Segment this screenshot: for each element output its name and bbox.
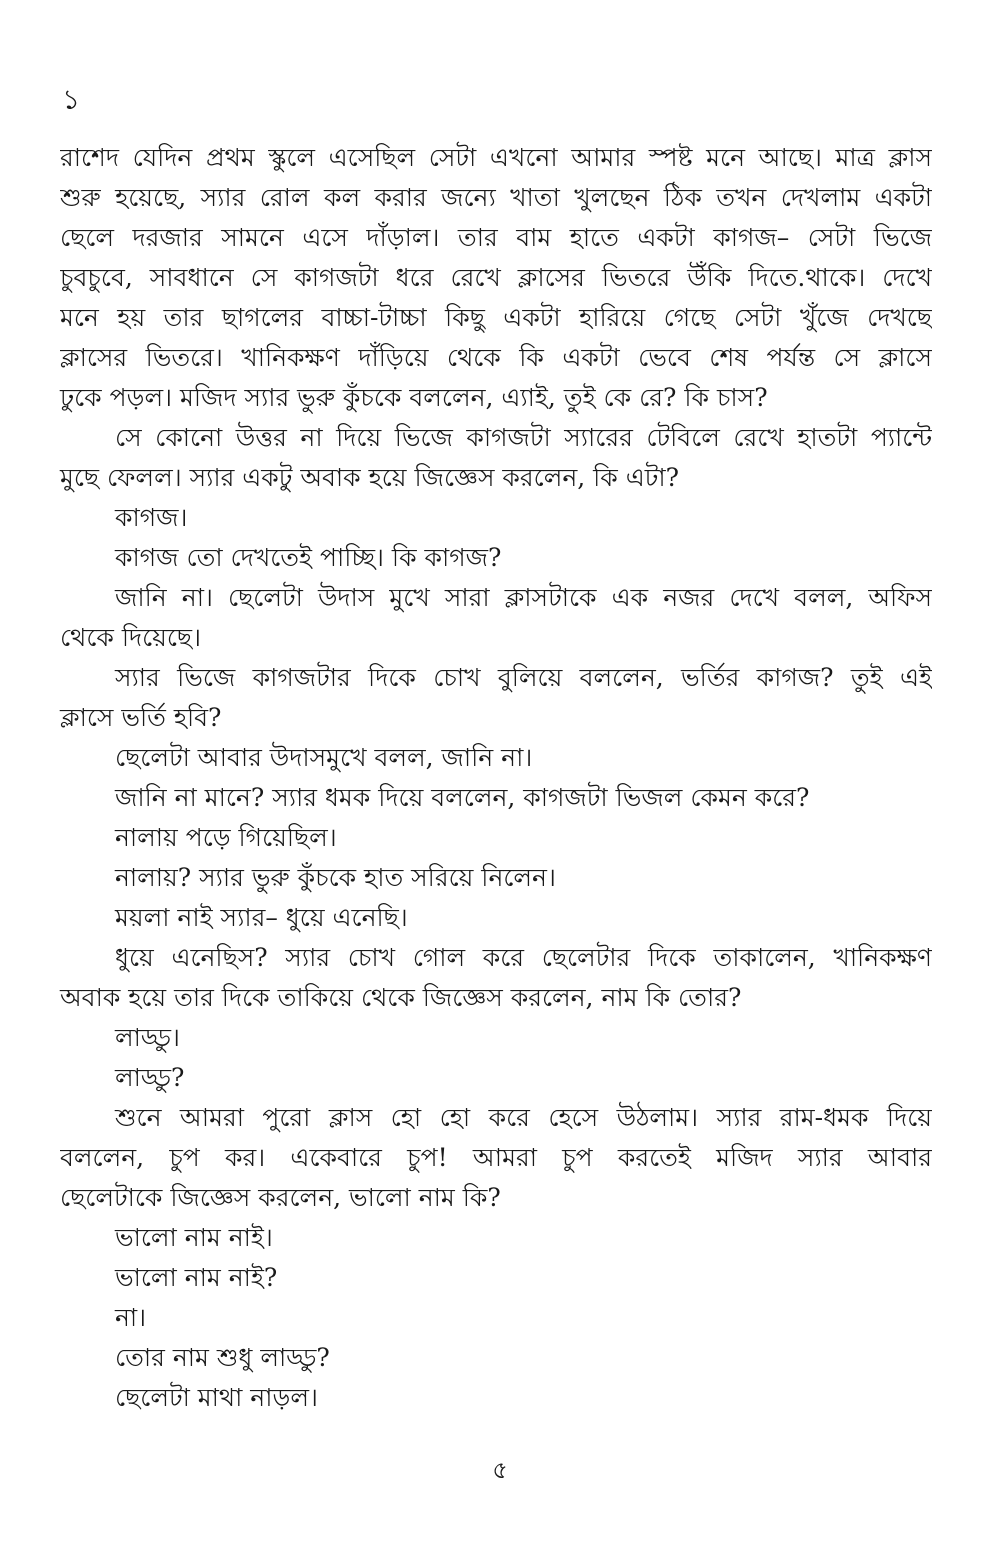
text-line: মুছে ফেলল। স্যার একটু অবাক হয়ে জিজ্ঞেস করলেন, কি এটা? — [60, 463, 680, 492]
chapter-number: ১ — [62, 83, 81, 116]
body-text — [60, 138, 932, 1418]
text-line: নালায়? স্যার ভুরু কুঁচকে হাত সরিয়ে নিলেন। — [115, 863, 556, 892]
text-line: শুরু হয়েছে, স্যার রোল কল করার জন্যে খাতা খুলছেন ঠিক তখন দেখলাম একটা — [60, 183, 932, 212]
text-line: ময়লা নাই স্যার– ধুয়ে এনেছি। — [115, 903, 408, 932]
text-line: ছেলে দরজার সামনে এসে দাঁড়াল। তার বাম হাতে একটা কাগজ– সেটা ভিজে — [60, 223, 932, 252]
text-line: ধুয়ে এনেছিস? স্যার চোখ গোল করে ছেলেটার দিকে তাকালেন, খানিকক্ষণ — [115, 943, 932, 972]
text-line: ক্লাসে ভর্তি হবি? — [60, 703, 222, 732]
text-line: রাশেদ যেদিন প্রথম স্কুলে এসেছিল সেটা এখনো আমার স্পষ্ট মনে আছে। মাত্র ক্লাস — [60, 143, 932, 172]
text-line: ভালো নাম নাই? — [115, 1263, 278, 1292]
text-line: ছেলেটাকে জিজ্ঞেস করলেন, ভালো নাম কি? — [60, 1183, 501, 1212]
text-line: না। — [115, 1303, 147, 1332]
text-line: নালায় পড়ে গিয়েছিল। — [115, 823, 337, 852]
text-line: ছেলেটা আবার উদাসমুখে বলল, জানি না। — [115, 743, 533, 772]
text-line: চুবচুবে, সাবধানে সে কাগজটা ধরে রেখে ক্লাসের ভিতরে উঁকি দিতে.থাকে। দেখে — [60, 263, 932, 292]
text-line: থেকে দিয়েছে। — [60, 623, 202, 652]
text-line: জানি না। ছেলেটা উদাস মুখে সারা ক্লাসটাকে এক নজর দেখে বলল, অফিস — [115, 583, 932, 612]
page-number: ৫ — [492, 1456, 508, 1484]
text-line: অবাক হয়ে তার দিকে তাকিয়ে থেকে জিজ্ঞেস করলেন, নাম কি তোর? — [60, 983, 742, 1012]
text-line: ক্লাসের ভিতরে। খানিকক্ষণ দাঁড়িয়ে থেকে কি একটা ভেবে শেষ পর্যন্ত সে ক্লাসে — [60, 343, 932, 372]
text-line: তোর নাম শুধু লাড্ডু? — [115, 1343, 330, 1372]
text-line: ভালো নাম নাই। — [115, 1223, 273, 1252]
text-line: সে কোনো উত্তর না দিয়ে ভিজে কাগজটা স্যারের টেবিলে রেখে হাতটা প্যান্টে — [115, 423, 932, 452]
text-line: কাগজ তো দেখতেই পাচ্ছি। কি কাগজ? — [115, 543, 502, 572]
text-line: জানি না মানে? স্যার ধমক দিয়ে বললেন, কাগজটা ভিজল কেমন করে? — [115, 783, 810, 812]
text-line: কাগজ। — [115, 503, 188, 532]
text-line: মনে হয় তার ছাগলের বাচ্চা-টাচ্চা কিছু একটা হারিয়ে গেছে সেটা খুঁজে দেখছে — [60, 303, 932, 332]
text-line: স্যার ভিজে কাগজটার দিকে চোখ বুলিয়ে বললেন, ভর্তির কাগজ? তুই এই — [115, 663, 932, 692]
text-line: বললেন, চুপ কর। একেবারে চুপ! আমরা চুপ করতেই মজিদ স্যার আবার — [60, 1143, 932, 1172]
text-line: ছেলেটা মাথা নাড়ল। — [115, 1383, 318, 1412]
text-line: লাড্ডু। — [115, 1023, 180, 1052]
text-line: লাড্ডু? — [115, 1063, 185, 1092]
text-line: ঢুকে পড়ল। মজিদ স্যার ভুরু কুঁচকে বললেন, এ্যাই, তুই কে রে? কি চাস? — [60, 383, 768, 412]
text-line: শুনে আমরা পুরো ক্লাস হো হো করে হেসে উঠলাম। স্যার রাম-ধমক দিয়ে — [115, 1103, 932, 1132]
